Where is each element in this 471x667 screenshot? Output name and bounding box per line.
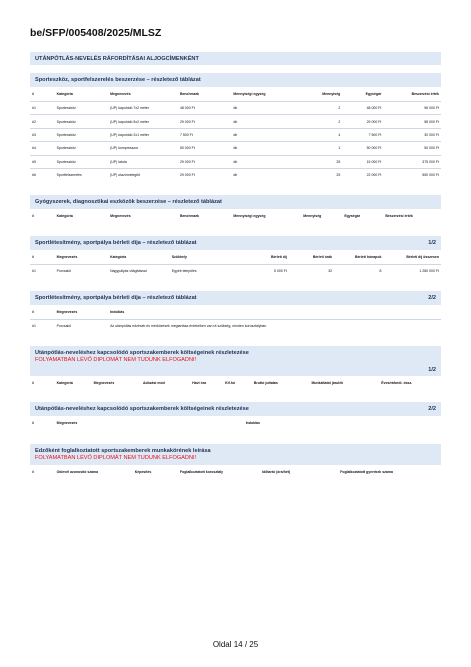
table-cell: #1 [30, 265, 55, 278]
column-header: # [32, 214, 34, 218]
table-cell: Nagypályás világítással [108, 265, 170, 278]
table-cell: 50 000 Ft [342, 142, 383, 155]
section-header [30, 444, 441, 465]
column-header: # [32, 255, 34, 259]
table-cell: #2 [30, 115, 55, 128]
column-header: Éves/ráfordí. össz. [381, 381, 413, 385]
table-cell: 48 000 Ft [342, 102, 383, 115]
page-indicator: 2/2 [428, 406, 436, 412]
section-title: Utánpótlás-neveléshez kapcsolódó sportszakemberek költségeinek részletezése [35, 406, 249, 412]
column-header: Adózási mód [142, 381, 165, 385]
table-cell: 29 000 Ft [342, 115, 383, 128]
table-cell: Sportfelszerelés [55, 168, 108, 181]
column-header: Mennyiség [322, 92, 341, 96]
table-cell: 5 000 Ft [240, 265, 289, 278]
column-header: Kategória [56, 381, 73, 385]
page-indicator: 1/2 [428, 240, 436, 246]
table-cell: 8 [334, 265, 383, 278]
table-cell: 22 000 Ft [342, 168, 383, 181]
column-header: Beszerzési érték [385, 214, 413, 218]
column-header: Benchmark [179, 92, 200, 96]
column-header: Kategória [110, 255, 127, 259]
table-cell: Porcsalói [55, 265, 108, 278]
indoklas-table [30, 305, 441, 332]
section-title: Utánpótlás-neveléshez kapcsolódó sportszakemberek költségeinek részletezése [35, 350, 249, 356]
sporteszkoz-section [30, 73, 441, 181]
page-indicator: 1/2 [428, 367, 436, 373]
table-cell: Sporteszköz [55, 155, 108, 168]
table-row [30, 142, 441, 155]
section-title: Sportlétesítmény, sportpálya bérleti díja – részletező táblázat [35, 240, 197, 246]
column-header: Kategória [56, 214, 73, 218]
table-cell: 15 000 Ft [342, 155, 383, 168]
table-cell: 375 000 Ft [383, 155, 441, 168]
table-cell: #3 [30, 128, 55, 141]
column-header: Megnevezés [56, 310, 78, 314]
column-header: Képesítés [134, 470, 152, 474]
table-cell: #1 [30, 320, 55, 333]
page-indicator: 2/2 [428, 295, 436, 301]
column-header: Megnevezés [56, 421, 78, 425]
table-cell: 25 [301, 168, 342, 181]
table-cell: Sporteszköz [55, 128, 108, 141]
sporteszkoz-table [30, 87, 441, 181]
column-header: Mennyiség [303, 214, 322, 218]
table-row [30, 128, 441, 141]
table-cell: 25 [301, 155, 342, 168]
column-header: Bérleti díj [270, 255, 287, 259]
table-cell: 550 000 Ft [383, 168, 441, 181]
table-row [30, 115, 441, 128]
table-cell: db [231, 115, 301, 128]
table-cell: 32 [289, 265, 334, 278]
table-cell: 30 000 Ft [383, 128, 441, 141]
table-cell: (UP) labda [108, 155, 178, 168]
column-header: # [32, 381, 34, 385]
table-cell: 2 [301, 115, 342, 128]
table-cell: #5 [30, 155, 55, 168]
table-cell: 1 280 000 Ft [383, 265, 441, 278]
table-cell: db [231, 102, 301, 115]
column-header: Mennyiségi egység [233, 92, 266, 96]
table-row [30, 155, 441, 168]
column-header: # [32, 470, 34, 474]
section-header [30, 291, 441, 305]
table-cell: db [231, 142, 301, 155]
table-cell: (UP) kapuháló 5x2 méter [108, 115, 178, 128]
table-row [30, 102, 441, 115]
table-cell: 50 000 Ft [178, 142, 231, 155]
column-header: Kategória [56, 92, 73, 96]
table-cell: 29 000 Ft [178, 115, 231, 128]
column-header: Bérleti órák [312, 255, 333, 259]
column-header: Megnevezés [93, 381, 115, 385]
table-cell: Egyéb település [170, 265, 240, 278]
warning-text: FOLYAMATBAN LÉVŐ DIPLOMÁT NEM TUDUNK ELFOGADNI! [35, 455, 197, 461]
table-cell: (UP) utazómelegítő [108, 168, 178, 181]
table-cell: 7 500 Ft [178, 128, 231, 141]
table-cell: db [231, 128, 301, 141]
column-header: Bérleti hónapok [354, 255, 382, 259]
edzo-munkakor-section [30, 444, 441, 479]
section-header [30, 236, 441, 250]
table-cell: 7 500 Ft [342, 128, 383, 141]
column-header: # [32, 92, 34, 96]
document-id: be/SFP/005408/2025/MLSZ [30, 27, 162, 39]
sportpalya-berleti-section-1 [30, 236, 441, 277]
table-cell: Az utánpótlás edzések és mérkőzések megtartása érdekében van rá szükség, minden korosztályban [108, 320, 441, 333]
column-header: Kif.hó [225, 381, 236, 385]
sportpalya-berleti-section-2 [30, 291, 441, 332]
column-header: Bruttó juttatás [253, 381, 278, 385]
page-footer: Oldal 14 / 25 [212, 640, 259, 649]
column-header: Benchmark [179, 214, 200, 218]
column-header: Bérleti díj összesen [406, 255, 439, 259]
column-header: Foglalkoztatott korosztály [179, 470, 224, 474]
table-cell: (UP) kapuháló 7x2 méter [108, 102, 178, 115]
column-header: # [32, 310, 34, 314]
table-cell: #6 [30, 168, 55, 181]
edzo-table [30, 465, 441, 479]
column-header: Munkáltatói járulék [311, 381, 344, 385]
table-cell: (UP) kompresszor [108, 142, 178, 155]
table-cell: 58 000 Ft [383, 115, 441, 128]
column-header: Szökhely [171, 255, 187, 259]
table-cell: 50 000 Ft [383, 142, 441, 155]
column-header: Mennyiségi egység [233, 214, 266, 218]
section-title: Edzőként foglalkoztatott sportszakemberek munkakörének leírása [35, 448, 211, 454]
sportszakember-indoklas-table [30, 416, 441, 430]
table-cell: 48 000 Ft [178, 102, 231, 115]
column-header: Időtartó (óra/hét) [262, 470, 291, 474]
table-cell: Sporteszköz [55, 115, 108, 128]
table-cell: #1 [30, 102, 55, 115]
table-cell: (UP) kapuháló 2x1 méter [108, 128, 178, 141]
table-cell: 2 [301, 102, 342, 115]
table-cell: db [231, 168, 301, 181]
section-header [30, 195, 441, 209]
table-cell: Sporteszköz [55, 102, 108, 115]
column-header: Megnevezés [110, 92, 131, 96]
table-cell: #4 [30, 142, 55, 155]
section-header [30, 402, 441, 416]
table-cell: 29 000 Ft [178, 168, 231, 181]
gyogyszer-section [30, 195, 441, 223]
column-header: Megnevezés [110, 214, 131, 218]
table-cell: 29 000 Ft [178, 155, 231, 168]
sportszakember-koltseg-section-2 [30, 402, 441, 430]
column-header: Indoklás [245, 421, 260, 425]
table-row [30, 320, 441, 333]
table-cell: 96 000 Ft [383, 102, 441, 115]
column-header: Havi óra [192, 381, 207, 385]
column-header: Oklevél azonosító száma [56, 470, 99, 474]
section-header [30, 73, 441, 87]
berleti-table [30, 250, 441, 277]
section-header [30, 346, 441, 376]
gyogyszer-table [30, 209, 441, 223]
table-cell: 4 [301, 128, 342, 141]
column-header: Megnevezés [56, 255, 78, 259]
column-header: Indoklás [110, 310, 125, 314]
main-section-title: UTÁNPÓTLÁS-NEVELÉS RÁFORDÍTÁSAI ALJOGCÍMENKÉNT [30, 52, 441, 65]
column-header: Egységár [344, 214, 361, 218]
table-cell: 1 [301, 142, 342, 155]
sportszakember-koltseg-section-1 [30, 346, 441, 390]
sportszakember-table [30, 376, 441, 390]
column-header: Foglalkoztatott gyerekek száma [340, 470, 393, 474]
section-title: Sporteszköz, sportfelszerelés beszerzése – részletező táblázat [35, 77, 201, 83]
table-row [30, 168, 441, 181]
table-cell: Sporteszköz [55, 142, 108, 155]
table-row [30, 265, 441, 278]
section-title: Sportlétesítmény, sportpálya bérleti díja – részletező táblázat [35, 295, 197, 301]
table-cell: db [231, 155, 301, 168]
table-cell: Porcsalói [55, 320, 108, 333]
column-header: Egységár [365, 92, 382, 96]
column-header: # [32, 421, 34, 425]
section-title: Gyógyszerek, diagnosztikai eszközök beszerzése – részletező táblázat [35, 199, 222, 205]
warning-text: FOLYAMATBAN LÉVŐ DIPLOMÁT NEM TUDUNK ELFOGADNI! [35, 357, 197, 363]
column-header: Beszerzési érték [411, 92, 439, 96]
